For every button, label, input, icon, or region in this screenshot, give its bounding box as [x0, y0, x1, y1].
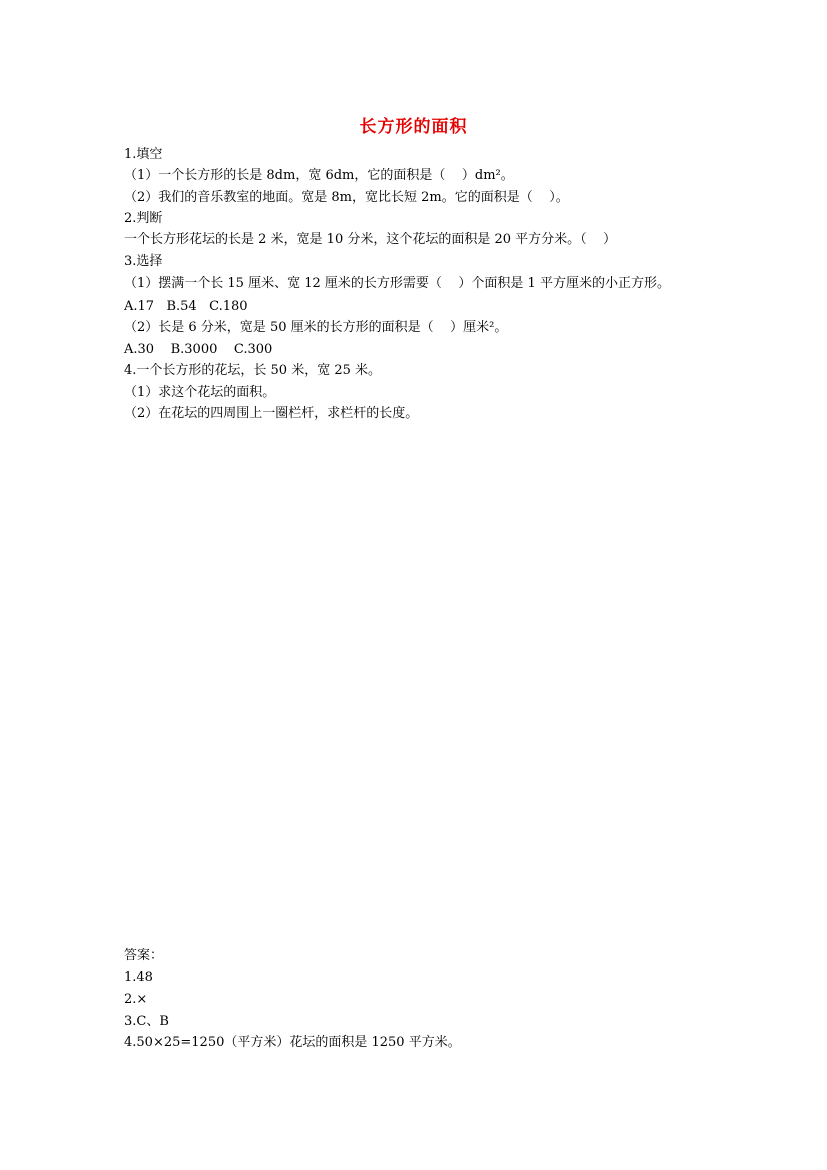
answer-2: 2.×: [124, 992, 148, 1007]
question-4-heading: 4.一个长方形的花坛，长 50 米，宽 25 米。: [124, 363, 382, 378]
question-2-item-1: 一个长方形花坛的长是 2 米，宽是 10 分米，这个花坛的面积是 20 平方分米。（ ）: [124, 232, 617, 247]
question-2-heading: 2.判断: [124, 211, 163, 226]
question-3-item-1: （1）摆满一个长 15 厘米、宽 12 厘米的长方形需要（ ）个面积是 1 平方厘米的小正方形。: [124, 276, 670, 291]
page-title: 长方形的面积: [359, 117, 468, 137]
question-1-heading: 1.填空: [124, 147, 163, 162]
answer-3: 3.C、B: [124, 1014, 169, 1029]
answers-heading: 答案：: [124, 948, 164, 963]
question-4-item-2: （2）在花坛的四周围上一圈栏杆，求栏杆的长度。: [124, 406, 419, 421]
question-3-item-1-options: A.17 B.54 C.180: [124, 299, 248, 314]
question-4-item-1: （1）求这个花坛的面积。: [124, 385, 276, 400]
question-3-heading: 3.选择: [124, 254, 163, 269]
question-3-item-2: （2）长是 6 分米，宽是 50 厘米的长方形的面积是（ ）厘米²。: [124, 320, 508, 335]
question-1-item-2: （2）我们的音乐教室的地面。宽是 8m，宽比长短 2m。它的面积是（ ）。: [124, 190, 569, 205]
answer-1: 1.48: [124, 970, 153, 985]
answer-4: 4.50×25=1250（平方米）花坛的面积是 1250 平方米。: [124, 1035, 461, 1050]
question-3-item-2-options: A.30 B.3000 C.300: [124, 342, 273, 357]
question-1-item-1: （1）一个长方形的长是 8dm，宽 6dm，它的面积是（ ）dm²。: [124, 168, 514, 183]
